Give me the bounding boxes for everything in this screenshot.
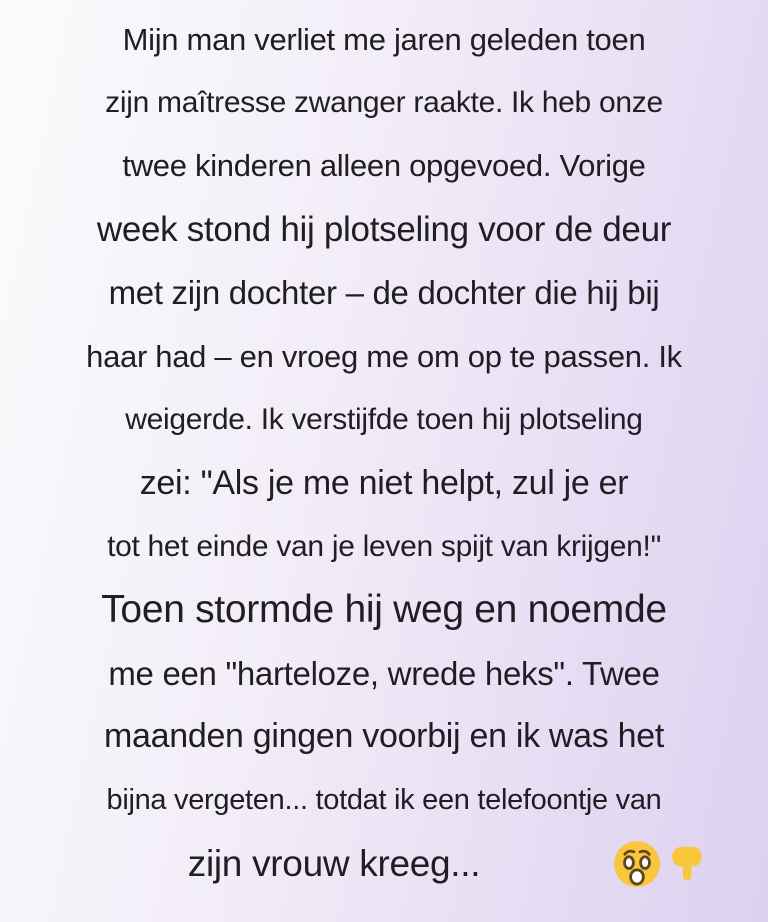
story-line: tot het einde van je leven spijt van krijgen!" <box>107 529 661 563</box>
story-line-final <box>0 832 768 895</box>
story-line: bijna vergeten... totdat ik een telefoontje van <box>106 783 662 816</box>
story-line: weigerde. Ik verstijfde toen hij plotseling <box>125 403 643 437</box>
story-line: zei: "Als je me niet helpt, zul je er <box>139 463 629 502</box>
story-line: zijn maîtresse zwanger raakte. Ik heb onze <box>105 86 663 120</box>
story-line: Toen stormde hij weg en noemde <box>101 588 667 632</box>
story-line: Mijn man verliet me jaren geleden toen <box>122 21 646 57</box>
story-line: twee kinderen alleen opgevoed. Vorige <box>122 148 646 184</box>
astonished-face-icon <box>612 839 662 889</box>
pointing-down-icon <box>664 839 710 889</box>
story-line: maanden gingen voorbij en ik was het <box>103 717 664 756</box>
story-line: zijn vrouw kreeg... <box>187 842 481 884</box>
story-line: me een "harteloze, wrede heks". Twee <box>108 654 660 692</box>
emoji-group <box>612 839 710 889</box>
story-line: haar had – en vroeg me om op te passen. Ik <box>86 338 682 374</box>
story-line: met zijn dochter – de dochter die hij bij <box>108 274 660 312</box>
story-line: week stond hij plotseling voor de deur <box>96 209 672 249</box>
